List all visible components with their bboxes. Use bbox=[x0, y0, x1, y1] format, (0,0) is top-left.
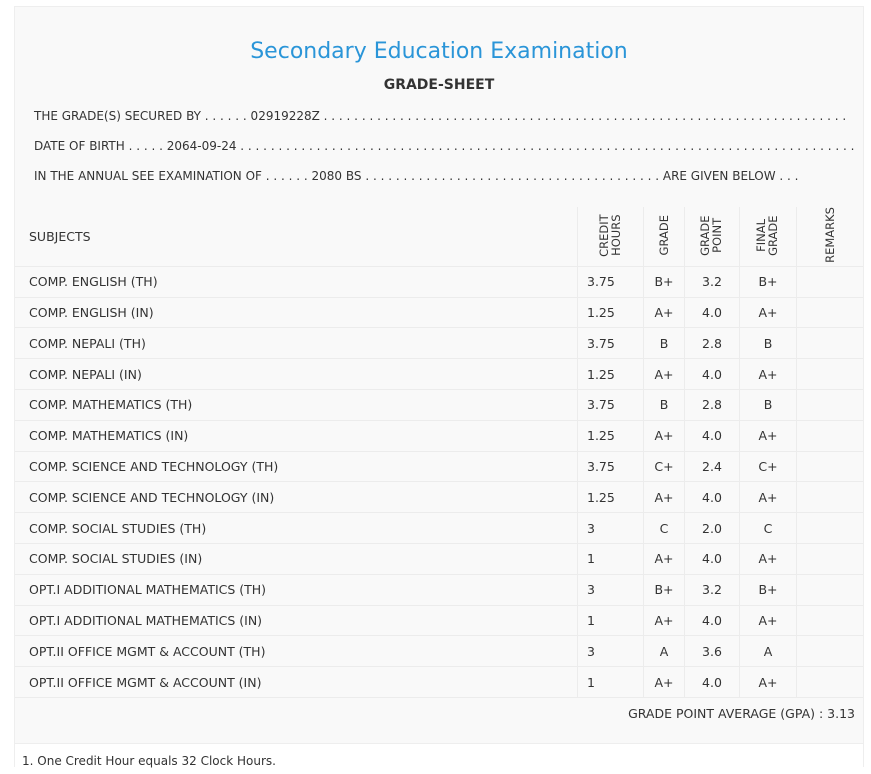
table-row bbox=[15, 451, 863, 482]
cell-final-grade: C+ bbox=[740, 451, 797, 482]
header-remarks: REMARKS bbox=[797, 207, 864, 266]
cell-final-grade: A bbox=[740, 636, 797, 667]
cell-grade: A+ bbox=[644, 544, 685, 575]
note-credit-hour: 1. One Credit Hour equals 32 Clock Hours. bbox=[22, 754, 276, 768]
cell-credit-hours: 1.25 bbox=[578, 297, 644, 328]
cell-grade: A+ bbox=[644, 297, 685, 328]
cell-remarks bbox=[797, 420, 864, 451]
cell-grade-point: 3.2 bbox=[685, 574, 740, 605]
cell-grade-point: 4.0 bbox=[685, 359, 740, 390]
cell-credit-hours: 1.25 bbox=[578, 420, 644, 451]
cell-grade-point: 4.0 bbox=[685, 420, 740, 451]
secured-by-line: THE GRADE(S) SECURED BY . . . . . . 02919228Z . . . . . . . . . . . . . . . . . . . . . . . . . . . . . . . . . . . . . . . . . . . . . . . . . . . . . . . . . . . . . . . . . . . . . bbox=[34, 109, 847, 123]
cell-subject: COMP. MATHEMATICS (TH) bbox=[15, 390, 578, 421]
cell-credit-hours: 1.25 bbox=[578, 359, 644, 390]
cell-credit-hours: 1 bbox=[578, 544, 644, 575]
table-row bbox=[15, 359, 863, 390]
cell-grade-point: 2.8 bbox=[685, 390, 740, 421]
cell-grade-point: 3.2 bbox=[685, 266, 740, 297]
cell-final-grade: A+ bbox=[740, 297, 797, 328]
cell-final-grade: A+ bbox=[740, 605, 797, 636]
cell-grade: A+ bbox=[644, 482, 685, 513]
cell-final-grade: A+ bbox=[740, 482, 797, 513]
cell-final-grade: B+ bbox=[740, 266, 797, 297]
cell-remarks bbox=[797, 266, 864, 297]
page-subtitle: GRADE-SHEET bbox=[383, 77, 495, 93]
cell-subject: OPT.II OFFICE MGMT & ACCOUNT (IN) bbox=[15, 667, 578, 698]
cell-grade-point: 4.0 bbox=[685, 667, 740, 698]
cell-credit-hours: 3 bbox=[578, 636, 644, 667]
cell-subject: COMP. SOCIAL STUDIES (IN) bbox=[15, 544, 578, 575]
cell-final-grade: A+ bbox=[740, 359, 797, 390]
cell-remarks bbox=[797, 297, 864, 328]
cell-grade: B bbox=[644, 328, 685, 359]
table-row bbox=[15, 328, 863, 359]
cell-credit-hours: 1.25 bbox=[578, 482, 644, 513]
cell-final-grade: B bbox=[740, 390, 797, 421]
cell-grade-point: 3.6 bbox=[685, 636, 740, 667]
cell-credit-hours: 3 bbox=[578, 574, 644, 605]
cell-final-grade: A+ bbox=[740, 667, 797, 698]
cell-remarks bbox=[797, 636, 864, 667]
cell-subject: COMP. MATHEMATICS (IN) bbox=[15, 420, 578, 451]
table-row bbox=[15, 574, 863, 605]
cell-grade: A+ bbox=[644, 667, 685, 698]
cell-remarks bbox=[797, 328, 864, 359]
grades-table bbox=[15, 207, 863, 698]
cell-credit-hours: 3.75 bbox=[578, 390, 644, 421]
cell-subject: OPT.I ADDITIONAL MATHEMATICS (TH) bbox=[15, 574, 578, 605]
cell-credit-hours: 1 bbox=[578, 667, 644, 698]
cell-final-grade: B+ bbox=[740, 574, 797, 605]
cell-credit-hours: 1 bbox=[578, 605, 644, 636]
cell-subject: COMP. ENGLISH (IN) bbox=[15, 297, 578, 328]
page-title: Secondary Education Examination bbox=[250, 39, 628, 64]
header-grade: GRADE bbox=[644, 207, 685, 266]
table-row bbox=[15, 544, 863, 575]
cell-grade-point: 4.0 bbox=[685, 482, 740, 513]
cell-grade: A+ bbox=[644, 420, 685, 451]
cell-remarks bbox=[797, 667, 864, 698]
header-subjects: SUBJECTS bbox=[15, 207, 578, 266]
cell-grade: B+ bbox=[644, 266, 685, 297]
cell-grade-point: 2.4 bbox=[685, 451, 740, 482]
cell-subject: COMP. NEPALI (TH) bbox=[15, 328, 578, 359]
cell-remarks bbox=[797, 359, 864, 390]
header-final-grade: FINAL GRADE bbox=[740, 207, 797, 266]
cell-remarks bbox=[797, 574, 864, 605]
table-row bbox=[15, 390, 863, 421]
cell-grade: C bbox=[644, 513, 685, 544]
cell-grade: A+ bbox=[644, 359, 685, 390]
grade-sheet bbox=[14, 6, 864, 767]
header-grade-point: GRADE POINT bbox=[685, 207, 740, 266]
cell-final-grade: A+ bbox=[740, 420, 797, 451]
cell-grade-point: 4.0 bbox=[685, 544, 740, 575]
cell-grade: A+ bbox=[644, 605, 685, 636]
cell-subject: COMP. SOCIAL STUDIES (TH) bbox=[15, 513, 578, 544]
cell-grade: A bbox=[644, 636, 685, 667]
cell-subject: OPT.I ADDITIONAL MATHEMATICS (IN) bbox=[15, 605, 578, 636]
cell-grade-point: 2.0 bbox=[685, 513, 740, 544]
cell-credit-hours: 3.75 bbox=[578, 266, 644, 297]
cell-credit-hours: 3.75 bbox=[578, 451, 644, 482]
table-row bbox=[15, 420, 863, 451]
cell-subject: COMP. SCIENCE AND TECHNOLOGY (TH) bbox=[15, 451, 578, 482]
cell-final-grade: A+ bbox=[740, 544, 797, 575]
cell-grade: B+ bbox=[644, 574, 685, 605]
table-row bbox=[15, 297, 863, 328]
cell-grade: C+ bbox=[644, 451, 685, 482]
table-row bbox=[15, 482, 863, 513]
cell-subject: COMP. SCIENCE AND TECHNOLOGY (IN) bbox=[15, 482, 578, 513]
gpa-summary: GRADE POINT AVERAGE (GPA) : 3.13 bbox=[628, 706, 855, 721]
cell-remarks bbox=[797, 544, 864, 575]
cell-subject: OPT.II OFFICE MGMT & ACCOUNT (TH) bbox=[15, 636, 578, 667]
cell-remarks bbox=[797, 482, 864, 513]
table-header-row bbox=[15, 207, 863, 266]
cell-remarks bbox=[797, 605, 864, 636]
cell-final-grade: C bbox=[740, 513, 797, 544]
cell-remarks bbox=[797, 390, 864, 421]
table-row bbox=[15, 513, 863, 544]
cell-subject: COMP. NEPALI (IN) bbox=[15, 359, 578, 390]
cell-final-grade: B bbox=[740, 328, 797, 359]
cell-subject: COMP. ENGLISH (TH) bbox=[15, 266, 578, 297]
table-row bbox=[15, 266, 863, 297]
table-row bbox=[15, 636, 863, 667]
header-credit-hours: CREDIT HOURS bbox=[578, 207, 644, 266]
cell-grade-point: 4.0 bbox=[685, 605, 740, 636]
cell-grade-point: 2.8 bbox=[685, 328, 740, 359]
cell-remarks bbox=[797, 451, 864, 482]
date-of-birth-line: DATE OF BIRTH . . . . . 2064-09-24 . . . . . . . . . . . . . . . . . . . . . . . . . . . . . . . . . . . . . . . . . . . . . . . . . . . . . . . . . . . . . . . . . . . . . . . . . . . . . . . . . bbox=[34, 139, 855, 153]
cell-credit-hours: 3 bbox=[578, 513, 644, 544]
cell-grade: B bbox=[644, 390, 685, 421]
table-row bbox=[15, 605, 863, 636]
cell-grade-point: 4.0 bbox=[685, 297, 740, 328]
table-row bbox=[15, 667, 863, 698]
cell-remarks bbox=[797, 513, 864, 544]
cell-credit-hours: 3.75 bbox=[578, 328, 644, 359]
exam-line: IN THE ANNUAL SEE EXAMINATION OF . . . . . . 2080 BS . . . . . . . . . . . . . . . . . . . . . . . . . . . . . . . . . . . . . . . ARE GIVEN BELOW . . . bbox=[34, 169, 799, 183]
